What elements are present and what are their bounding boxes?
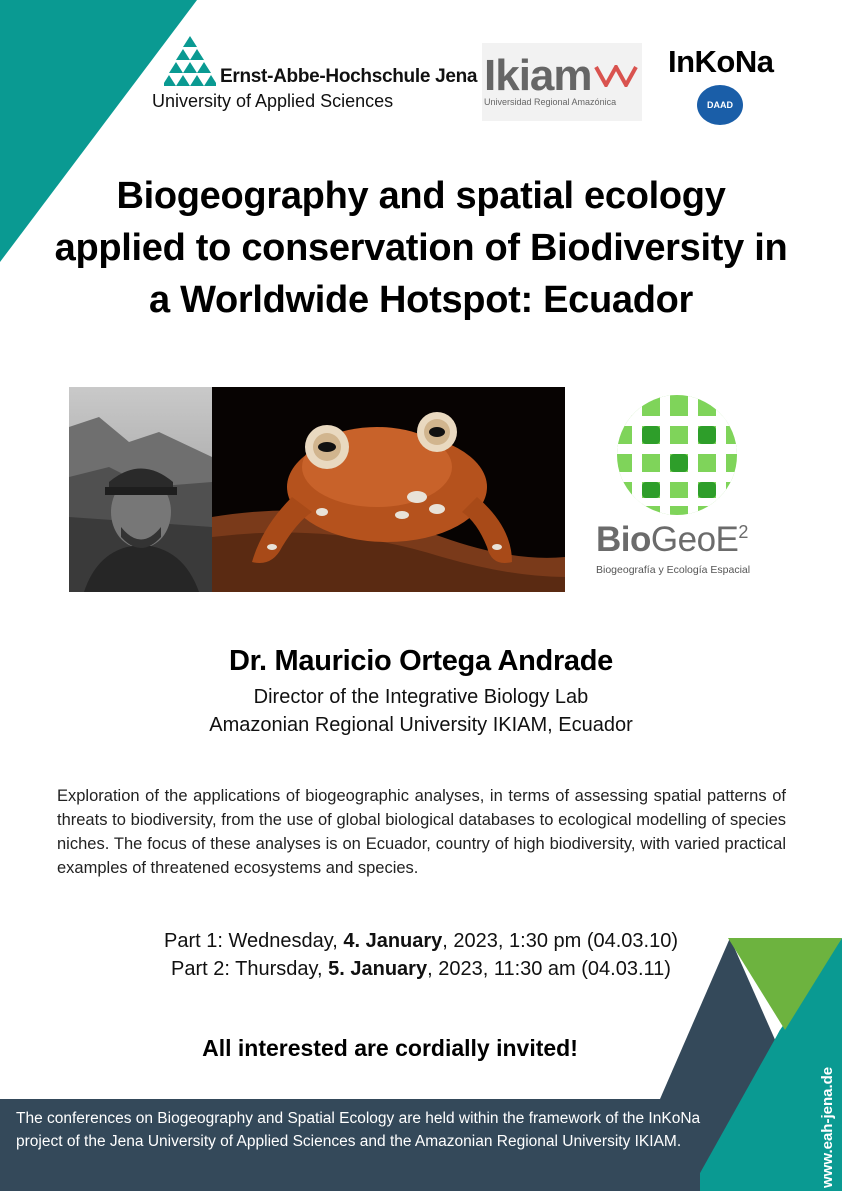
biogeo-bio: Bio: [596, 520, 651, 559]
schedule-part-2: [40, 958, 802, 981]
biogeo-globe-icon: [612, 394, 742, 516]
eah-subtitle: University of Applied Sciences: [152, 91, 394, 111]
ikiam-subtitle: Universidad Regional Amazónica: [484, 97, 617, 107]
speaker-role: Director of the Integrative Biology Lab: [253, 686, 589, 708]
abstract-text: Exploration of the applications of biogeographic analyses, in terms of assessing spatial patterns of threats to biodiversity, from the use of global biological databases to ecological modelling of species niches. The focus of these analyses is on Ecuador, country of high biodiversity, with varied practical examples of threatened ecosystems and species.: [57, 787, 786, 877]
website-link[interactable]: [811, 1040, 841, 1190]
speaker-name: Dr. Mauricio Ortega Andrade: [228, 645, 614, 677]
title-line: Biogeography and spatial ecology: [116, 175, 726, 217]
speaker-photo: [69, 387, 212, 592]
invitation-text: All interested are cordially invited!: [202, 1035, 578, 1061]
page-title: [40, 170, 802, 326]
part2-date: 5. January: [328, 958, 428, 980]
inkona-logo-text: InKoNa: [668, 44, 774, 79]
speaker-affiliation: Amazonian Regional University IKIAM, Ecuador: [209, 714, 633, 736]
ikiam-logo: [482, 43, 642, 121]
biogeo-subtitle: Biogeografía y Ecología Espacial: [596, 564, 751, 576]
eah-name: Ernst-Abbe-Hochschule Jena: [220, 66, 478, 87]
title-line: a Worldwide Hotspot: Ecuador: [148, 279, 694, 321]
schedule-part-1: [40, 930, 802, 953]
footer-text: The conferences on Biogeography and Spatial Ecology are held within the framework of the InKoNa project of the Jena University of Applied Sciences and the Amazonian Regional University IKIAM.: [16, 1110, 701, 1150]
part1-prefix: Part 1: Wednesday,: [163, 930, 344, 952]
website-text[interactable]: www.eah-jena.de: [819, 1066, 836, 1188]
ikiam-wordmark: Ikiam: [484, 51, 592, 100]
biogeo-geo: GeoE: [650, 520, 739, 559]
part2-suffix: , 2023, 11:30 am (04.03.11): [427, 958, 671, 980]
eah-triangle-icon: [164, 36, 216, 86]
part1-date: 4. January: [343, 930, 443, 952]
eah-jena-logo: [152, 36, 478, 116]
title-line: applied to conservation of Biodiversity in: [54, 227, 788, 269]
biogeo-sup: 2: [738, 522, 748, 542]
ikiam-pattern-icon: [594, 65, 640, 87]
part1-suffix: , 2023, 1:30 pm (04.03.10): [442, 930, 679, 952]
daad-logo: DAAD: [697, 85, 743, 125]
part2-prefix: Part 2: Thursday,: [171, 958, 329, 980]
biogeoe2-logo: [590, 392, 780, 582]
biogeo-wordmark: [596, 520, 748, 560]
frog-photo: [212, 387, 565, 592]
